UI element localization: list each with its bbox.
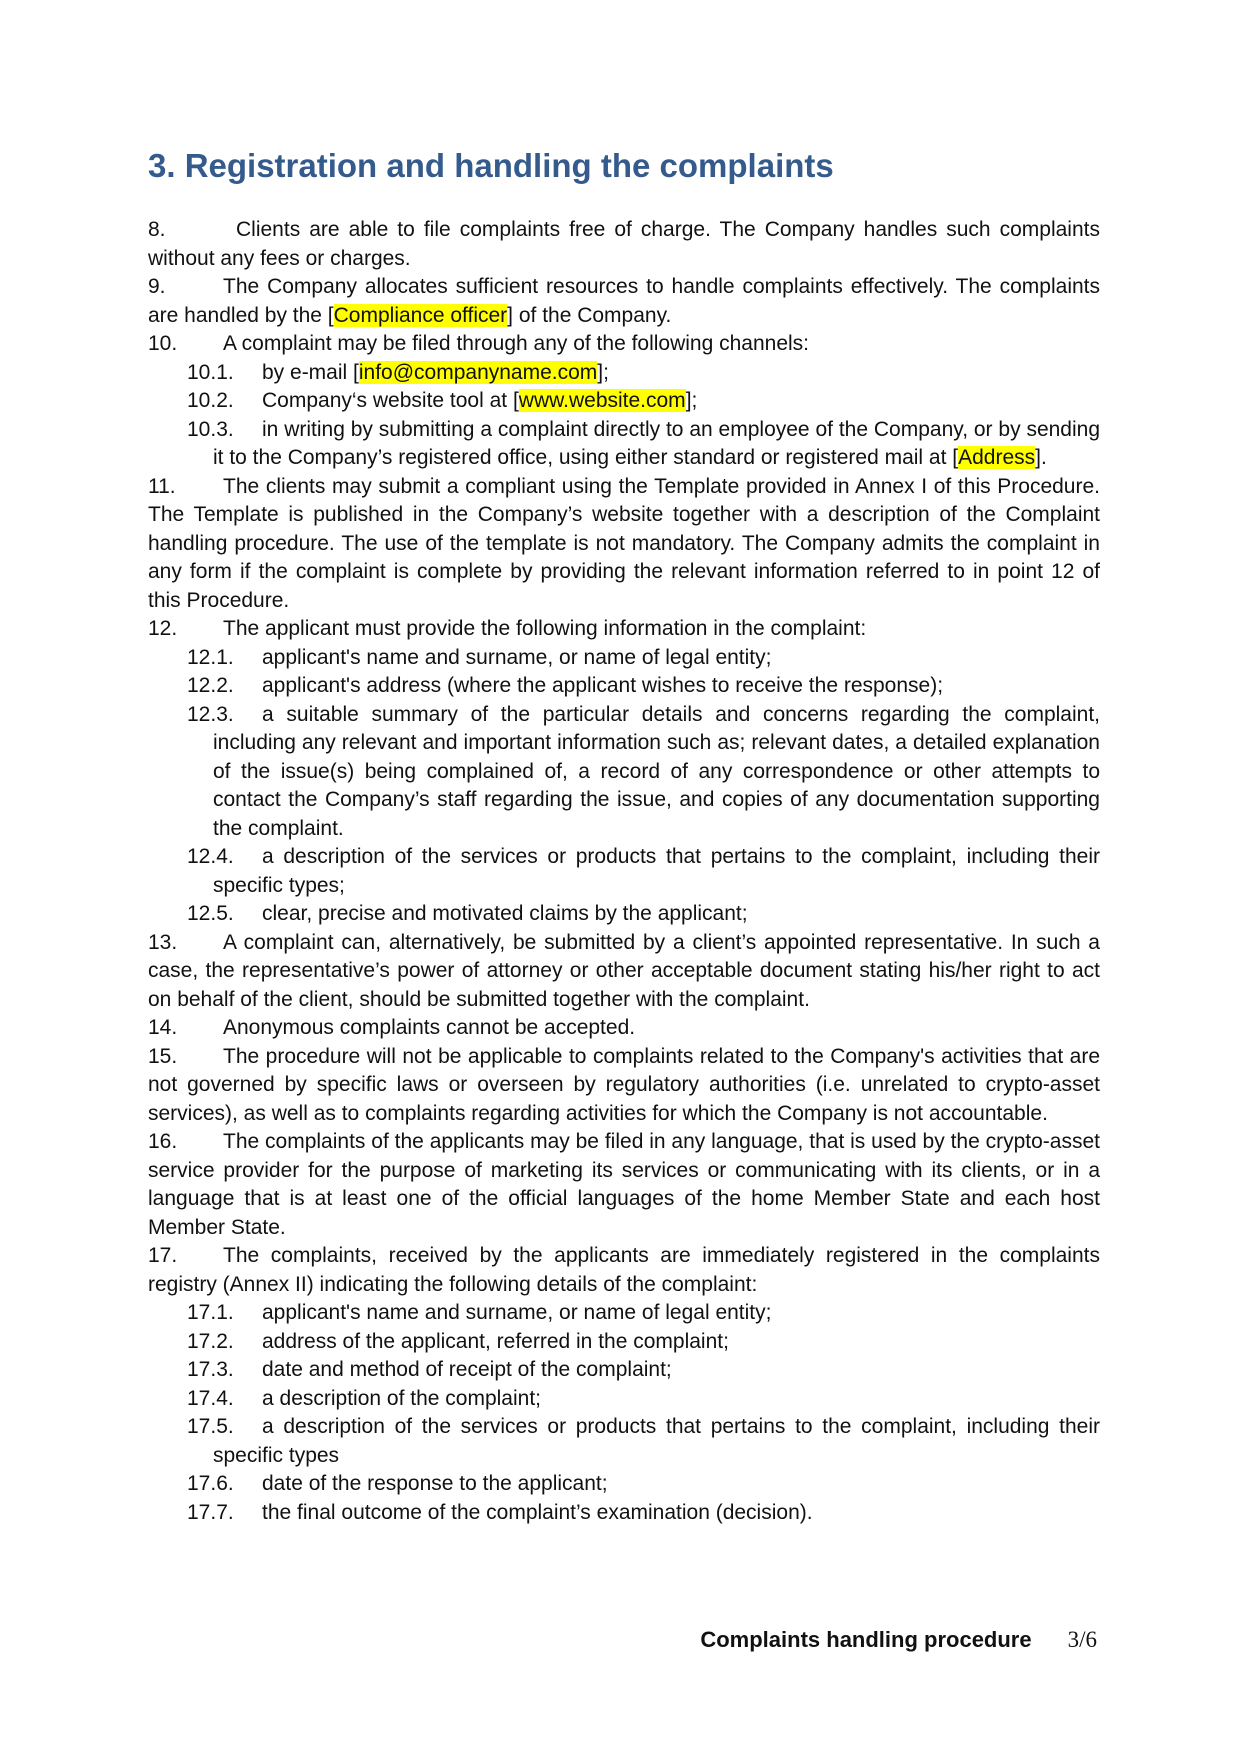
clause-number: 10. — [148, 332, 178, 355]
clause-17-3 — [148, 1356, 1100, 1385]
subclause-text: Company‘s website tool at [ — [262, 389, 519, 412]
clause-10-2 — [148, 387, 1100, 416]
clause-12-5 — [148, 900, 1100, 929]
subclause-number: 10.1. — [187, 360, 234, 384]
clause-number: 16. — [148, 1130, 178, 1153]
clause-text: ] of the Company. — [507, 303, 672, 327]
clause-number: 17. — [148, 1244, 178, 1267]
subclause-text: a description of the services or products that pertains to the complaint, including their specific types — [213, 1415, 1100, 1467]
page-footer — [700, 1625, 1097, 1655]
clause-number: 11. — [148, 474, 176, 498]
subclause-number: 12.5. — [187, 902, 234, 925]
subclause-text: date and method of receipt of the complaint; — [262, 1358, 672, 1381]
subclause-number: 10.2. — [187, 389, 234, 412]
subclause-number: 17.4. — [187, 1386, 234, 1410]
clause-12-4 — [148, 843, 1100, 900]
clause-12-2 — [148, 672, 1100, 701]
document-body — [148, 216, 1100, 1527]
subclause-number: 17.2. — [187, 1329, 234, 1353]
clause-number: 15. — [148, 1044, 178, 1068]
subclause-text: address of the applicant, referred in the complaint; — [262, 1329, 729, 1353]
clause-11 — [148, 473, 1100, 616]
subclause-number: 12.2. — [187, 674, 234, 697]
subclause-text: applicant's address (where the applicant wishes to receive the response); — [262, 674, 944, 697]
subclause-number: 17.5. — [187, 1415, 234, 1438]
subclause-number: 17.1. — [187, 1301, 234, 1324]
clause-17-2 — [148, 1328, 1100, 1357]
placeholder-website: www.website.com — [518, 389, 686, 412]
clause-number: 9. — [148, 275, 166, 298]
clause-text: The clients may submit a compliant using the Template provided in Annex I of this Procedure. The Template is published in the Company’s website together with a description of the Complaint handling procedure. The use of the template is not mandatory. The Company admits the complaint in any form if the complaint is complete by providing the relevant information referred to in point 12 of this Procedure. — [148, 474, 1100, 612]
subclause-number: 17.3. — [187, 1358, 234, 1381]
clause-17-1 — [148, 1299, 1100, 1328]
placeholder-address: Address — [958, 446, 1036, 469]
subclause-number: 12.4. — [187, 845, 234, 868]
clause-number: 13. — [148, 930, 178, 954]
clause-text: The complaints, received by the applicants are immediately registered in the complaints registry (Annex II) indicating the following details of the complaint: — [148, 1244, 1100, 1296]
clause-17-5 — [148, 1413, 1100, 1470]
clause-10-1 — [148, 359, 1100, 388]
clause-text: A complaint may be filed through any of the following channels: — [223, 332, 810, 355]
subclause-text: applicant's name and surname, or name of legal entity; — [262, 645, 772, 669]
subclause-text: ]; — [597, 360, 609, 384]
clause-12 — [148, 615, 1100, 644]
clause-13 — [148, 929, 1100, 1015]
page-number: 3/6 — [1067, 1627, 1097, 1652]
clause-9 — [148, 273, 1100, 330]
clause-12-1 — [148, 644, 1100, 673]
clause-number: 8. — [148, 218, 166, 241]
subclause-text: clear, precise and motivated claims by the applicant; — [262, 902, 748, 925]
subclause-text: the final outcome of the complaint’s examination (decision). — [262, 1500, 813, 1524]
clause-text: The complaints of the applicants may be filed in any language, that is used by the crypto-asset service provider for the purpose of marketing its services or communicating with its clients, or in a language that is at least one of the official languages of the home Member State and each host Member State. — [148, 1130, 1100, 1239]
clause-10-3 — [148, 416, 1100, 473]
placeholder-email: info@companyname.com — [358, 360, 598, 384]
clause-number: 14. — [148, 1016, 178, 1039]
subclause-number: 17.6. — [187, 1472, 234, 1495]
subclause-text: applicant's name and surname, or name of legal entity; — [262, 1301, 772, 1324]
section-heading: 3. Registration and handling the complaints — [148, 147, 834, 184]
subclause-text: a suitable summary of the particular details and concerns regarding the complaint, including any relevant and important information such as; relevant dates, a detailed explanation of the issue(s) being complained of, a record of any correspondence or other attempts to contact the Company’s staff regarding the issue, and copies of any documentation supporting the complaint. — [213, 702, 1100, 840]
clause-17 — [148, 1242, 1100, 1299]
clause-16 — [148, 1128, 1100, 1242]
clause-12-3 — [148, 701, 1100, 844]
subclause-number: 17.7. — [187, 1500, 234, 1524]
clause-17-7 — [148, 1499, 1100, 1528]
clause-text: The applicant must provide the following information in the complaint: — [223, 617, 867, 640]
clause-text: Clients are able to file complaints free of charge. The Company handles such complaints without any fees or charges. — [148, 218, 1100, 270]
subclause-text: a description of the services or products that pertains to the complaint, including their specific types; — [213, 845, 1100, 897]
placeholder-compliance-officer: Compliance officer — [333, 303, 508, 327]
subclause-text: ]; — [685, 389, 698, 412]
clause-text: Anonymous complaints cannot be accepted. — [223, 1016, 636, 1039]
clause-text: The procedure will not be applicable to complaints related to the Company's activities that are not governed by specific laws or overseen by regulatory authorities (i.e. unrelated to crypto-asset services), as well as to complaints regarding activities for which the Company is not accountable. — [148, 1044, 1100, 1125]
clause-10 — [148, 330, 1100, 359]
subclause-text: in writing by submitting a complaint directly to an employee of the Company, or by sending it to the Company’s registered office, using either standard or registered mail at [ — [213, 417, 1100, 469]
subclause-number: 12.1. — [187, 645, 234, 669]
subclause-text: date of the response to the applicant; — [262, 1472, 608, 1495]
footer-title: Complaints handling procedure — [700, 1627, 1032, 1652]
clause-17-6 — [148, 1470, 1100, 1499]
clause-number: 12. — [148, 617, 178, 640]
clause-8 — [148, 216, 1100, 273]
subclause-number: 12.3. — [187, 702, 234, 726]
subclause-text: ]. — [1035, 446, 1047, 469]
clause-17-4 — [148, 1385, 1100, 1414]
subclause-text: a description of the complaint; — [262, 1386, 541, 1410]
clause-15 — [148, 1043, 1100, 1129]
clause-14 — [148, 1014, 1100, 1043]
subclause-text: by e-mail [ — [262, 360, 359, 384]
subclause-number: 10.3. — [187, 417, 234, 441]
clause-text: The Company allocates sufficient resources to handle complaints effectively. The complaints are handled by the [ — [148, 275, 1100, 327]
clause-text: A complaint can, alternatively, be submitted by a client’s appointed representative. In such a case, the representative’s power of attorney or other acceptable document stating his/her right to act on behalf of the client, should be submitted together with the complaint. — [148, 930, 1100, 1011]
